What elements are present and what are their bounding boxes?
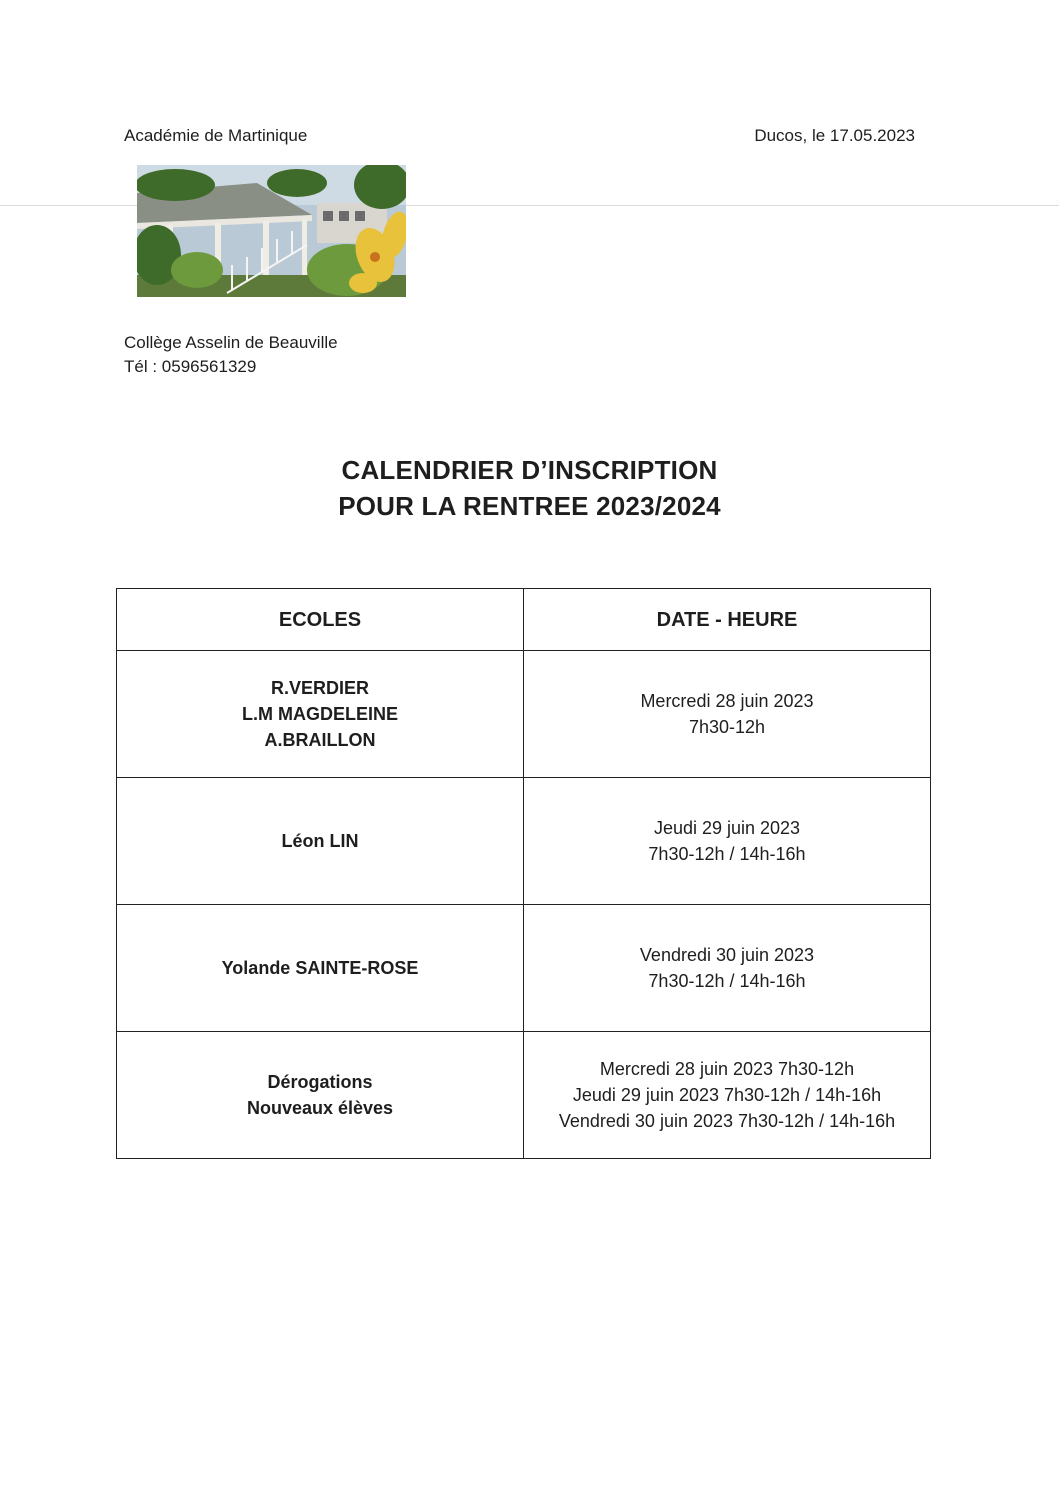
- date-entry: Jeudi 29 juin 2023 7h30-12h / 14h-16h: [572, 1085, 882, 1105]
- schools-cell: [117, 905, 524, 1032]
- column-header-schools: ECOLES: [117, 589, 524, 651]
- time-entry: 7h30-12h: [688, 717, 766, 737]
- school-name: Collège Asselin de Beauville: [124, 333, 338, 352]
- school-entry: L.M MAGDELEINE: [242, 704, 398, 724]
- registration-schedule-table: [116, 588, 931, 1159]
- table-row: [117, 1032, 931, 1159]
- document-title: [0, 452, 1059, 524]
- time-entry: 7h30-12h / 14h-16h: [648, 844, 806, 864]
- school-entry: Nouveaux élèves: [246, 1098, 394, 1118]
- schools-cell: [117, 1032, 524, 1159]
- date-entry: Vendredi 30 juin 2023: [639, 945, 815, 965]
- time-entry: 7h30-12h / 14h-16h: [648, 971, 806, 991]
- table-row: [117, 651, 931, 778]
- date-entry: Vendredi 30 juin 2023 7h30-12h / 14h-16h: [558, 1111, 896, 1131]
- school-entry: R.VERDIER: [270, 678, 369, 698]
- table-row: [117, 778, 931, 905]
- date-entry: Mercredi 28 juin 2023: [640, 691, 814, 711]
- date-time-cell: [524, 1032, 931, 1159]
- schools-cell: [117, 778, 524, 905]
- date-time-cell: [524, 905, 931, 1032]
- date-time-cell: [524, 778, 931, 905]
- date-entry: Mercredi 28 juin 2023 7h30-12h: [599, 1059, 855, 1079]
- school-entry: A.BRAILLON: [264, 730, 376, 750]
- title-line-1: CALENDRIER D’INSCRIPTION: [341, 455, 718, 485]
- academy-name: Académie de Martinique: [124, 126, 308, 145]
- school-phone: Tél : 0596561329: [124, 357, 257, 376]
- table-row: [117, 905, 931, 1032]
- place-date: Ducos, le 17.05.2023: [754, 126, 915, 145]
- schools-cell: [117, 651, 524, 778]
- school-entry: Léon LIN: [281, 831, 359, 851]
- school-entry: Yolande SAINTE-ROSE: [221, 958, 419, 978]
- column-header-date-time: DATE - HEURE: [524, 589, 931, 651]
- table-header-row: [117, 589, 931, 651]
- school-building-photo: [137, 165, 406, 297]
- date-entry: Jeudi 29 juin 2023: [653, 818, 801, 838]
- school-entry: Dérogations: [267, 1072, 373, 1092]
- school-info: [124, 331, 338, 379]
- title-line-2: POUR LA RENTREE 2023/2024: [338, 491, 721, 521]
- date-time-cell: [524, 651, 931, 778]
